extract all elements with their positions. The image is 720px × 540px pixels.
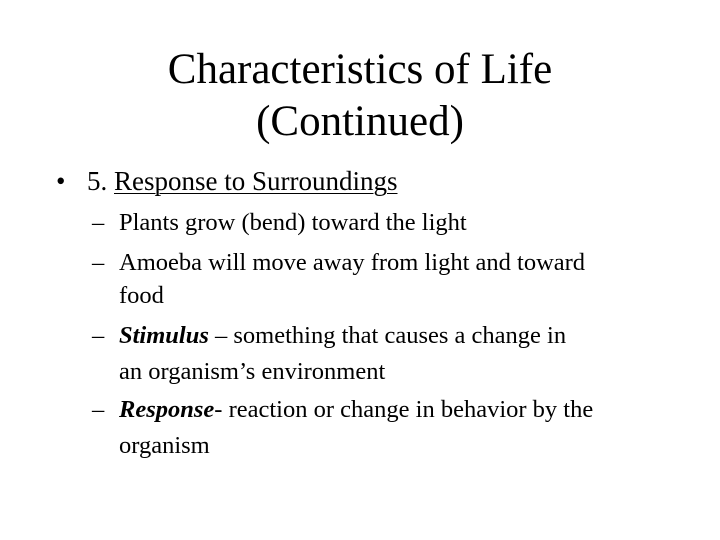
sub-item-text bbox=[119, 392, 593, 427]
term-stimulus: Stimulus bbox=[119, 322, 209, 349]
sub-item-text-continued: food bbox=[119, 282, 164, 309]
bullet-marker: • bbox=[56, 166, 66, 196]
sub-item-dash: – bbox=[92, 209, 105, 236]
sub-item-text-continued: organism bbox=[119, 432, 210, 459]
title-line-1: Characteristics of Life bbox=[167, 46, 553, 93]
sub-item-text-continued: an organism’s environment bbox=[119, 358, 386, 385]
bullet-text bbox=[87, 163, 398, 199]
sub-item-text: Plants grow (bend) toward the light bbox=[119, 209, 467, 236]
sub-item-dash: – bbox=[92, 249, 105, 276]
sub-item-dash: – bbox=[92, 396, 105, 423]
term-response: Response bbox=[119, 396, 215, 423]
title-line-2: (Continued) bbox=[256, 98, 464, 145]
bullet-number: 5. bbox=[87, 166, 108, 196]
sub-item-text bbox=[119, 318, 566, 353]
sub-item-text: Amoeba will move away from light and toward bbox=[119, 249, 586, 276]
sub-item-dash: – bbox=[92, 322, 105, 349]
bullet-heading: Response to Surroundings bbox=[114, 166, 398, 196]
definition-response: - reaction or change in behavior by the bbox=[214, 396, 594, 423]
definition-stimulus: – something that causes a change in bbox=[208, 322, 567, 349]
